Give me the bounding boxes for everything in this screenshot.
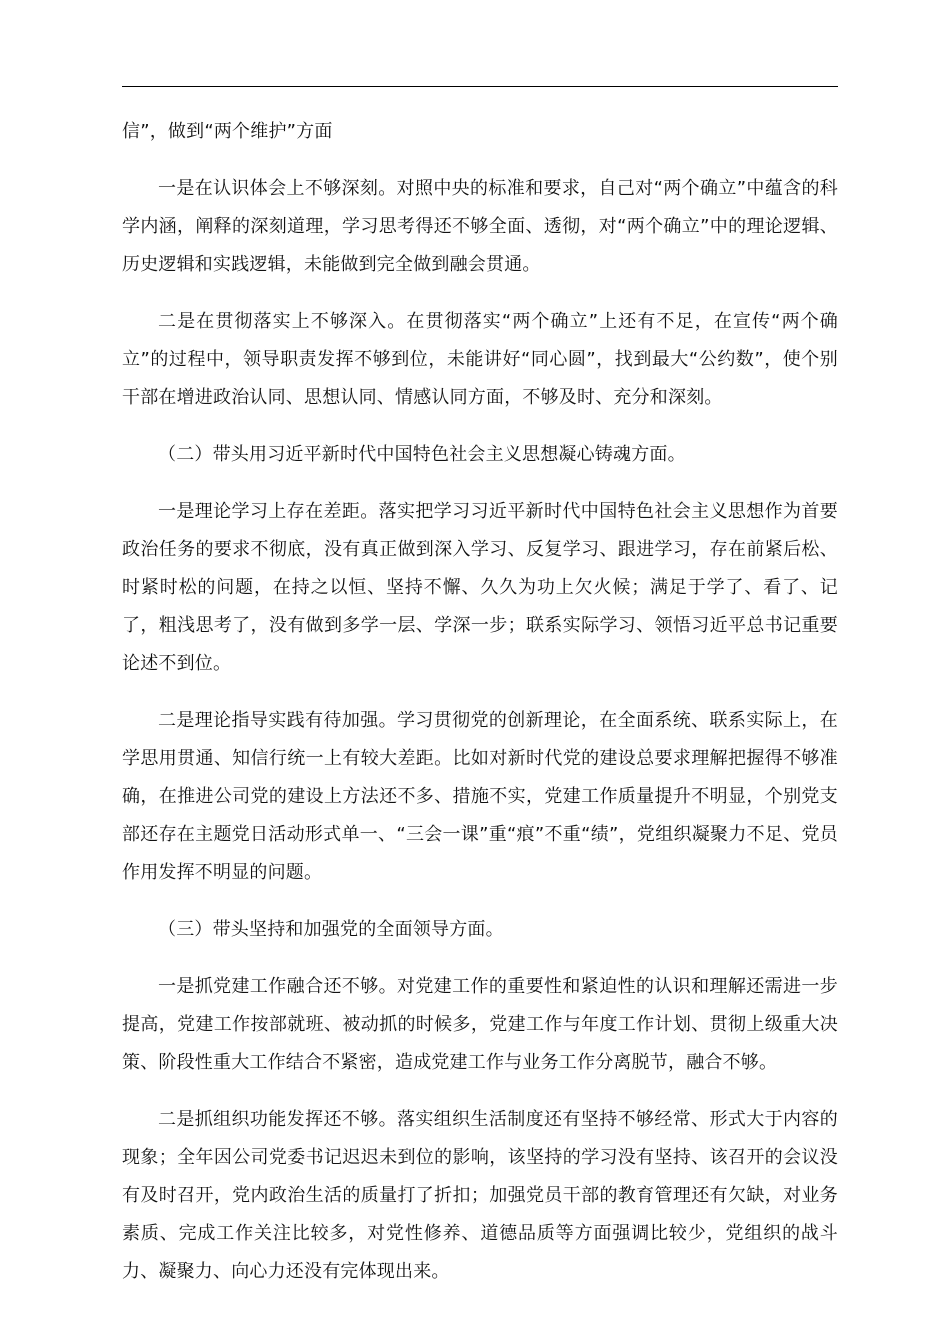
document-body: [122, 113, 838, 1310]
paragraph-continuation: 信”，做到“两个维护”方面: [122, 121, 333, 142]
paragraph-understanding: 一是在认识体会上不够深刻。对照中央的标准和要求，自己对“两个确立”中蕴含的科学内涵，阐释的深刻道理，学习思考得还不够全面、透彻，对“两个确立”中的理论逻辑、历史逻辑和实践逻辑，未能做到完全做到融会贯通。: [122, 178, 838, 275]
section-heading-2: （二）带头用习近平新时代中国特色社会主义思想凝心铸魂方面。: [158, 444, 686, 465]
paragraph-theory-practice: 二是理论指导实践有待加强。学习贯彻党的创新理论，在全面系统、联系实际上，在学思用贯通、知信行统一上有较大差距。比如对新时代党的建设总要求理解把握得不够准确，在推进公司党的建设上方法还不多、措施不实，党建工作质量提升不明显，个别党支部还存在主题党日活动形式单一、“三会一课”重“痕”不重“绩”，党组织凝聚力不足、党员作用发挥不明显的问题。: [122, 710, 838, 883]
paragraph-theory-study: 一是理论学习上存在差距。落实把学习习近平新时代中国特色社会主义思想作为首要政治任务的要求不彻底，没有真正做到深入学习、反复学习、跟进学习，存在前紧后松、时紧时松的问题，在持之以恒、坚持不懈、久久为功上欠火候；满足于学了、看了、记了，粗浅思考了，没有做到多学一层、学深一步；联系实际学习、领悟习近平总书记重要论述不到位。: [122, 501, 838, 674]
paragraph-party-building: 一是抓党建工作融合还不够。对党建工作的重要性和紧迫性的认识和理解还需进一步提高，党建工作按部就班、被动抓的时候多，党建工作与年度工作计划、贯彻上级重大决策、阶段性重大工作结合不紧密，造成党建工作与业务工作分离脱节，融合不够。: [122, 976, 838, 1073]
paragraph-organization: 二是抓组织功能发挥还不够。落实组织生活制度还有坚持不够经常、形式大于内容的现象；全年因公司党委书记迟迟未到位的影响，该坚持的学习没有坚持、该召开的会议没有及时召开，党内政治生活的质量打了折扣；加强党员干部的教育管理还有欠缺，对业务素质、完成工作关注比较多，对党性修养、道德品质等方面强调比较少，党组织的战斗力、凝聚力、向心力还没有完体现出来。: [122, 1109, 838, 1282]
header-rule: [122, 86, 838, 87]
paragraph-implementation: 二是在贯彻落实上不够深入。在贯彻落实“两个确立”上还有不足，在宣传“两个确立”的过程中，领导职责发挥不够到位，未能讲好“同心圆”，找到最大“公约数”，使个别干部在增进政治认同、思想认同、情感认同方面，不够及时、充分和深刻。: [122, 311, 838, 408]
section-heading-3: （三）带头坚持和加强党的全面领导方面。: [158, 919, 504, 940]
